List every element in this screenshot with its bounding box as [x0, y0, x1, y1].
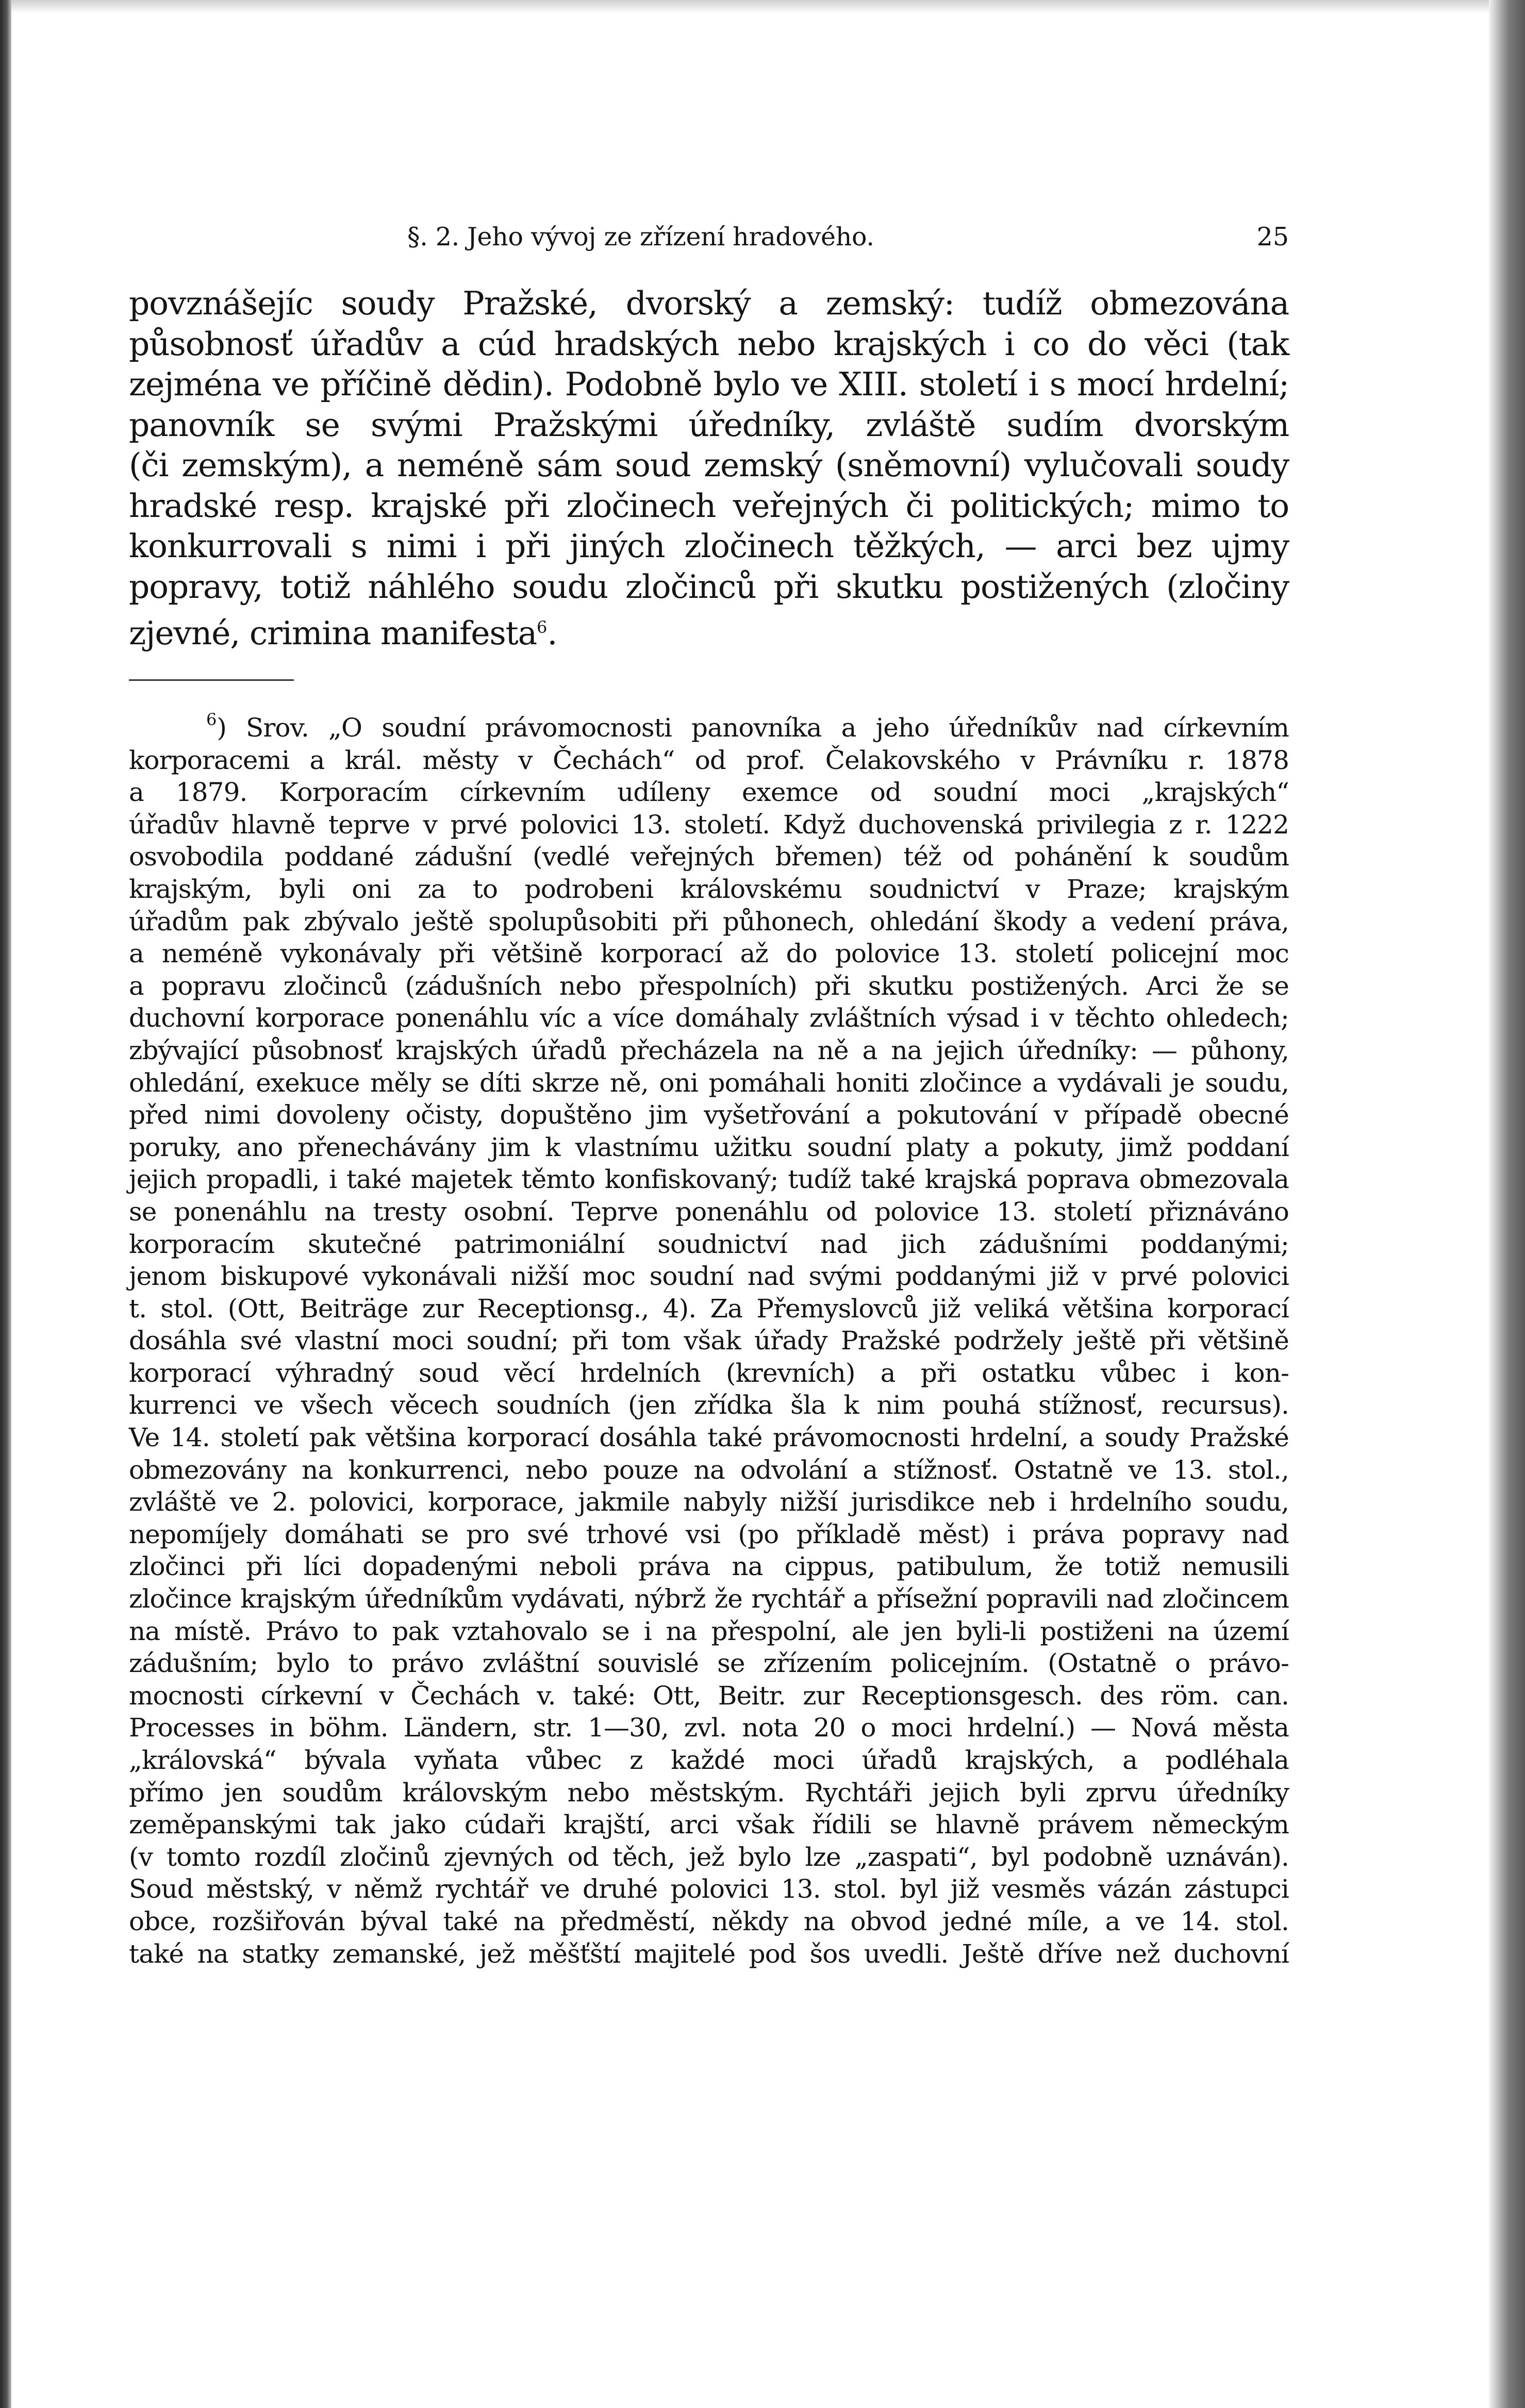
- footnote-line: korporacím skutečné patrimoniální soudnictví nad jich zádušními poddanými;: [129, 1229, 1289, 1259]
- footnote-line: zbývající působnosť krajských úřadů přecházela na ně a na jejich úředníky: — půhony,: [129, 1035, 1289, 1065]
- sentence-end: .: [547, 614, 557, 652]
- footnote-line: krajským, byli oni za to podrobeni královskému soudnictví v Praze; krajským: [129, 874, 1289, 904]
- text-line: konkurrovali s nimi i při jiných zločinech těžkých, — arci bez ujmy: [129, 527, 1289, 565]
- footnote-line: zločince krajským úředníkům vydávati, nýbrž že rychtář a přísežní popravili nad zločincem: [129, 1584, 1289, 1614]
- footnote-line: [129, 704, 1289, 744]
- footnote-reference: 6: [536, 617, 548, 637]
- page-top-edge: [11, 0, 1489, 13]
- footnote-line: a popravu zločinců (zádušních nebo přespolních) při skutku postižených. Arci že se: [129, 971, 1289, 1001]
- footnote-line: zvláště ve 2. polovici, korporace, jakmile nabyly nižší jurisdikce neb i hrdelního soudu,: [129, 1487, 1289, 1517]
- footnote-line: nepomíjely domáhati se pro své trhové vsi (po příkladě měst) i práva popravy nad: [129, 1519, 1289, 1549]
- text-line: hradské resp. krajské při zločinech veřejných či politických; mimo to: [129, 487, 1289, 525]
- text-line-last-content: zjevné, crimina manifesta: [129, 614, 537, 652]
- footnote-line: a 1879. Korporacím církevním udíleny exemce od soudní moci „krajských“: [129, 777, 1289, 808]
- footnote-line: před nimi dovoleny očisty, dopuštěno jim vyšetřování a pokutování v případě obecné: [129, 1100, 1289, 1130]
- footnote-line: duchovní korporace ponenáhlu víc a více domáhaly zvláštních výsad i v těchto ohledech;: [129, 1003, 1289, 1033]
- footnote-line: korporacemi a král. městy v Čechách“ od prof. Čelakovského v Právníku r. 1878: [129, 745, 1289, 775]
- footnote-line: Processes in böhm. Ländern, str. 1—30, zvl. nota 20 o moci hrdelní.) — Nová města: [129, 1713, 1289, 1743]
- footnote-line: jejich propadli, i také majetek těmto konfiskovaný; tudíž také krajská poprava obmezovala: [129, 1164, 1289, 1195]
- text-line: povznášejíc soudy Pražské, dvorský a zemský: tudíž obmezována: [129, 285, 1289, 322]
- footnote-line: úřadům pak zbývalo ještě spolupůsobiti při půhonech, ohledání škody a vedení práva,: [129, 906, 1289, 937]
- footnote-line: poruky, ano přenechávány jim k vlastnímu užitku soudní platy a pokuty, jimž poddaní: [129, 1132, 1289, 1162]
- footnote-line: zeměpanskými tak jako cúdaři krajští, arci však řídili se hlavně právem německým: [129, 1810, 1289, 1840]
- footnote-line: úřadův hlavně teprve v prvé polovici 13. století. Když duchovenská privilegia z r. 1222: [129, 809, 1289, 840]
- footnote-line: ohledání, exekuce měly se díti skrze ně, oni pomáhali honiti zločince a vydávali je soudu,: [129, 1067, 1289, 1098]
- page-header: [129, 219, 1289, 255]
- footnote-line: osvobodila poddané zádušní (vedlé veřejných břemen) též od pohánění k soudům: [129, 842, 1289, 872]
- footnote-line: t. stol. (Ott, Beiträge zur Receptionsg., 4). Za Přemyslovců již veliká většina korporací: [129, 1293, 1289, 1324]
- page-right-edge: [1489, 0, 1525, 2408]
- book-spine-shadow: [0, 0, 11, 2408]
- footnote-line: obmezovány na konkurrenci, nebo pouze na odvolání a stížnosť. Ostatně ve 13. stol.,: [129, 1454, 1289, 1485]
- page-number: 25: [1256, 222, 1289, 252]
- text-line-last: [129, 607, 1289, 654]
- footnote-line: obce, rozšiřován býval také na předměstí, někdy na obvod jedné míle, a ve 14. stol.: [129, 1906, 1289, 1936]
- footnote-separator: [129, 679, 294, 681]
- footnote-line: „královská“ bývala vyňata vůbec z každé moci úřadů krajských, a podléhala: [129, 1745, 1289, 1775]
- text-line: působnosť úřadův a cúd hradských nebo krajských i co do věci (tak: [129, 325, 1289, 363]
- footnote-line: přímo jen soudům královským nebo městským. Rychtáři jejich byli zprvu úředníky: [129, 1777, 1289, 1808]
- text-line: (či zemským), a neméně sám soud zemský (sněmovní) vylučovali soudy: [129, 446, 1289, 484]
- main-text: [129, 283, 1289, 654]
- footnote-line: na místě. Právo to pak vztahovalo se i na přespolní, ale jen byli-li postiženi na území: [129, 1616, 1289, 1646]
- text-line: popravy, totiž náhlého soudu zločinců při skutku postižených (zločiny: [129, 567, 1289, 606]
- footnote-line-text: ) Srov. „O soudní právomocnosti panovníka a jeho úředníkův nad církevním: [217, 713, 1289, 743]
- footnote-line: jenom biskupové vykonávali nižší moc soudní nad svými poddanými již v prvé polovici: [129, 1261, 1289, 1292]
- text-line: zejména ve příčině dědin). Podobně bylo ve XIII. století i s mocí hrdelní;: [129, 365, 1289, 403]
- footnote-line: kurrenci ve všech věcech soudních (jen zřídka šla k nim pouhá stížnosť, recursus).: [129, 1390, 1289, 1420]
- footnote-line: Soud městský, v němž rychtář ve druhé polovici 13. stol. byl již vesměs vázán zástupci: [129, 1874, 1289, 1904]
- footnote-line: a neméně vykonávaly při většině korporací až do polovice 13. století policejní moc: [129, 939, 1289, 969]
- footnote-line: zločinci při líci dopadenými neboli práva na cippus, patibulum, že totiž nemusili: [129, 1551, 1289, 1582]
- footnote-line: zádušním; bylo to právo zvláštní souvislé se zřízením policejním. (Ostatně o právo-: [129, 1648, 1289, 1679]
- footnote-line: Ve 14. století pak většina korporací dosáhla také právomocnosti hrdelní, a soudy Pražské: [129, 1423, 1289, 1453]
- footnote-line: se ponenáhlu na tresty osobní. Teprve ponenáhlu od polovice 13. století přiznáváno: [129, 1196, 1289, 1227]
- footnote: [129, 704, 1289, 1970]
- running-head: §. 2. Jeho vývoj ze zřízení hradového.: [407, 222, 874, 252]
- footnote-line: korporací výhradný soud věcí hrdelních (krevních) a při ostatku vůbec i kon-: [129, 1358, 1289, 1388]
- footnote-line: také na statky zemanské, jež měšťští majitelé pod šos uvedli. Ještě dříve než duchovní: [129, 1938, 1289, 1969]
- footnote-line: (v tomto rozdíl zločinů zjevných od těch, jež bylo lze „zaspati“, byl podobně uznáván).: [129, 1842, 1289, 1872]
- footnote-line: mocnosti církevní v Čechách v. také: Ott, Beitr. zur Receptionsgesch. des röm. can.: [129, 1680, 1289, 1711]
- footnote-line: dosáhla své vlastní moci soudní; při tom však úřady Pražské podržely ještě při většině: [129, 1326, 1289, 1356]
- text-line: panovník se svými Pražskými úředníky, zvláště sudím dvorským: [129, 406, 1289, 444]
- footnote-mark: 6: [206, 710, 217, 729]
